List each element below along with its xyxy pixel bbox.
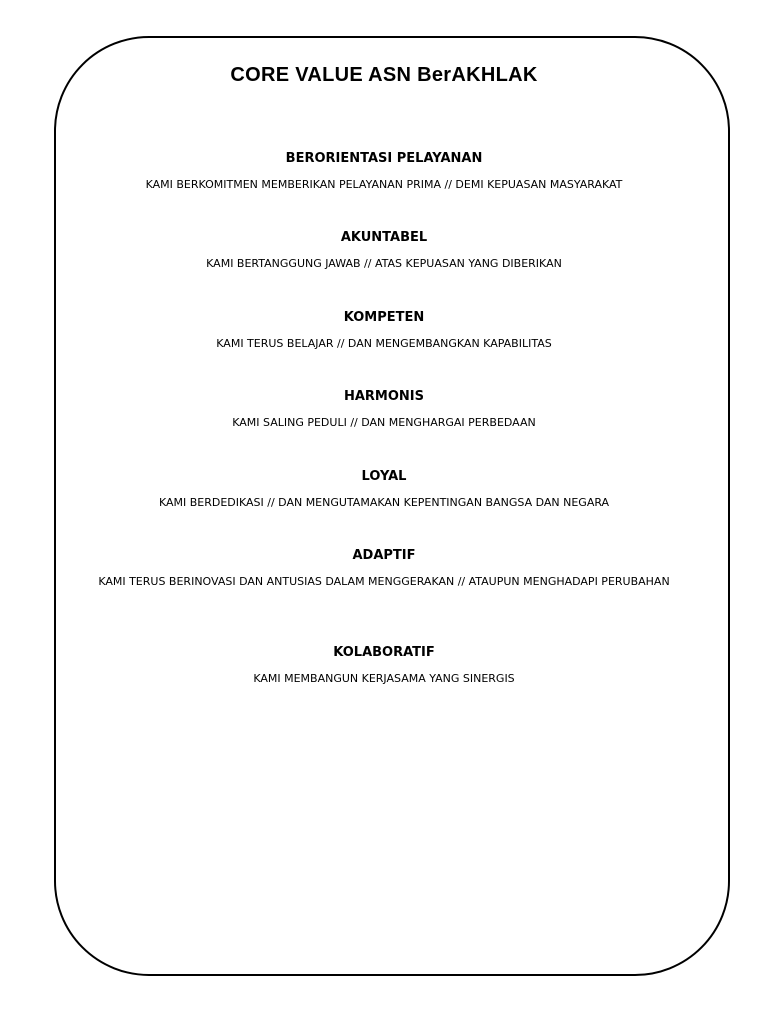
value-heading: ADAPTIF <box>352 548 416 563</box>
value-description: KAMI TERUS BERINOVASI DAN ANTUSIAS DALAM MENGGERAKAN // ATAUPUN MENGHADAPI PERUBAHAN <box>98 575 670 588</box>
value-heading: BERORIENTASI PELAYANAN <box>285 151 483 166</box>
core-value-adaptif <box>90 547 678 590</box>
core-value-kolaboratif <box>90 644 678 687</box>
value-description: KAMI MEMBANGUN KERJASAMA YANG SINERGIS <box>253 672 515 685</box>
value-heading: LOYAL <box>361 469 407 484</box>
core-value-harmonis <box>90 388 678 431</box>
core-value-berorientasi-pelayanan <box>90 150 678 193</box>
value-description: KAMI BERKOMITMEN MEMBERIKAN PELAYANAN PRIMA // DEMI KEPUASAN MASYARAKAT <box>145 178 623 191</box>
core-value-kompeten <box>90 309 678 352</box>
core-value-akuntabel <box>90 229 678 272</box>
value-heading: KOLABORATIF <box>333 645 435 660</box>
value-description: KAMI TERUS BELAJAR // DAN MENGEMBANGKAN KAPABILITAS <box>216 337 552 350</box>
value-description: KAMI BERDEDIKASI // DAN MENGUTAMAKAN KEPENTINGAN BANGSA DAN NEGARA <box>158 496 610 509</box>
document-title: CORE VALUE ASN BerAKHLAK <box>230 64 538 86</box>
value-heading: AKUNTABEL <box>340 230 428 245</box>
value-description: KAMI SALING PEDULI // DAN MENGHARGAI PERBEDAAN <box>232 416 536 429</box>
value-description: KAMI BERTANGGUNG JAWAB // ATAS KEPUASAN YANG DIBERIKAN <box>206 257 562 270</box>
core-value-loyal <box>90 468 678 511</box>
value-heading: KOMPETEN <box>343 310 425 325</box>
value-heading: HARMONIS <box>343 389 425 404</box>
